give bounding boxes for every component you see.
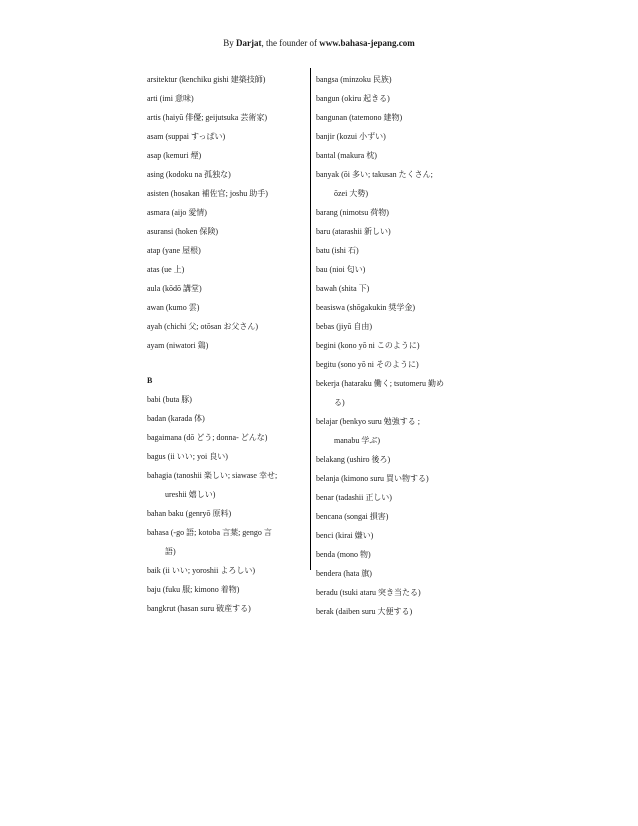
entry-banyak: banyak (ōi 多い; takusan たくさん; [316, 170, 433, 179]
entry-bagus: bagus (ii いい; yoi 良い) [147, 452, 228, 461]
entry-begini: begini (kono yō ni このように) [316, 341, 420, 350]
entry-arti: arti (imi 意味) [147, 94, 194, 103]
page-header [0, 38, 638, 48]
entry-bahasa: bahasa (-go 語; kotoba 言葉; gengo 言 [147, 528, 272, 537]
entry-bangunan: bangunan (tatemono 建物) [316, 113, 403, 122]
entry-atap: atap (yane 屋根) [147, 246, 201, 255]
author-name: Darjat [236, 38, 262, 48]
entry-bencana: bencana (songai 損害) [316, 512, 389, 521]
entry-asap: asap (kemuri 煙) [147, 151, 202, 160]
entry-berak: berak (daiben suru 大便する) [316, 607, 413, 616]
entry-banjir: banjir (kozui 小ずい) [316, 132, 386, 141]
entry-asuransi: asuransi (hoken 保険) [147, 227, 219, 236]
entry-ayah: ayah (chichi 父; otōsan お父さん) [147, 322, 259, 331]
entry-banyak-cont: ōzei 大勢) [334, 189, 368, 198]
entry-belajar: belajar (benkyo suru 勉強する ; [316, 417, 420, 426]
entry-belakang: belakang (ushiro 後ろ) [316, 455, 391, 464]
entry-arsitektur: arsitektur (kenchiku gishi 建築技師) [147, 75, 266, 84]
site-link[interactable]: www.bahasa-jepang.com [319, 38, 415, 48]
entry-batu: batu (ishi 石) [316, 246, 359, 255]
entry-bagaimana: bagaimana (dō どう; donna- どんな) [147, 433, 268, 442]
entry-beradu: beradu (tsuki ataru 突き当たる) [316, 588, 421, 597]
header-prefix: By [223, 38, 236, 48]
entry-ayam: ayam (niwatori 鶏) [147, 341, 209, 350]
entry-bahasa-cont: 語) [165, 547, 176, 556]
entry-beasiswa: beasiswa (shōgakukin 奨学金) [316, 303, 416, 312]
entry-artis: artis (haiyū 俳優; geijutsuka 芸術家) [147, 113, 267, 122]
entry-benda: benda (mono 物) [316, 550, 371, 559]
right-column [316, 70, 496, 621]
header-middle: , the founder of [261, 38, 320, 48]
entry-barang: barang (nimotsu 荷物) [316, 208, 389, 217]
entry-badan: badan (karada 体) [147, 414, 205, 423]
entry-belanja: belanja (kimono suru 買い物する) [316, 474, 429, 483]
entry-asisten: asisten (hosakan 補佐官; joshu 助手) [147, 189, 268, 198]
entry-bangkrut: bangkrut (hasan suru 破産する) [147, 604, 251, 613]
entry-awan: awan (kumo 雲) [147, 303, 200, 312]
entry-bendera: bendera (hata 旗) [316, 569, 372, 578]
entry-bawah: bawah (shita 下) [316, 284, 370, 293]
entry-benci: benci (kirai 嫌い) [316, 531, 374, 540]
left-column [147, 70, 309, 618]
entry-bekerja: bekerja (hataraku 働く; tsutomeru 勤め [316, 379, 444, 388]
entry-asmara: asmara (aijo 愛情) [147, 208, 207, 217]
section-heading-b: B [147, 376, 153, 385]
entry-baik: baik (ii いい; yoroshii よろしい) [147, 566, 255, 575]
entry-bau: bau (nioi 匂い) [316, 265, 366, 274]
entry-begitu: begitu (sono yō ni そのように) [316, 360, 419, 369]
entry-belajar-cont: manabu 学ぶ) [334, 436, 380, 445]
entry-bangsa: bangsa (minzoku 民族) [316, 75, 392, 84]
entry-bahagia: bahagia (tanoshii 楽しい; siawase 幸せ; [147, 471, 278, 480]
entry-benar: benar (tadashii 正しい) [316, 493, 392, 502]
entry-babi: babi (buta 豚) [147, 395, 192, 404]
entry-asam: asam (suppai すっぱい) [147, 132, 226, 141]
entry-bangun: bangun (okiru 起きる) [316, 94, 390, 103]
entry-bebas: bebas (jiyū 自由) [316, 322, 372, 331]
column-divider [310, 68, 311, 570]
entry-bekerja-cont: る) [334, 398, 345, 407]
entry-bahan-baku: bahan baku (genryō 原料) [147, 509, 232, 518]
entry-aula: aula (kōdō 講堂) [147, 284, 202, 293]
entry-baju: baju (fuku 服; kimono 着物) [147, 585, 240, 594]
entry-asing: asing (kodoku na 孤独な) [147, 170, 231, 179]
entry-bahagia-cont: ureshii 嬉しい) [165, 490, 216, 499]
entry-baru: baru (atarashii 新しい) [316, 227, 391, 236]
entry-atas: atas (ue 上) [147, 265, 185, 274]
entry-bantal: bantal (makura 枕) [316, 151, 377, 160]
